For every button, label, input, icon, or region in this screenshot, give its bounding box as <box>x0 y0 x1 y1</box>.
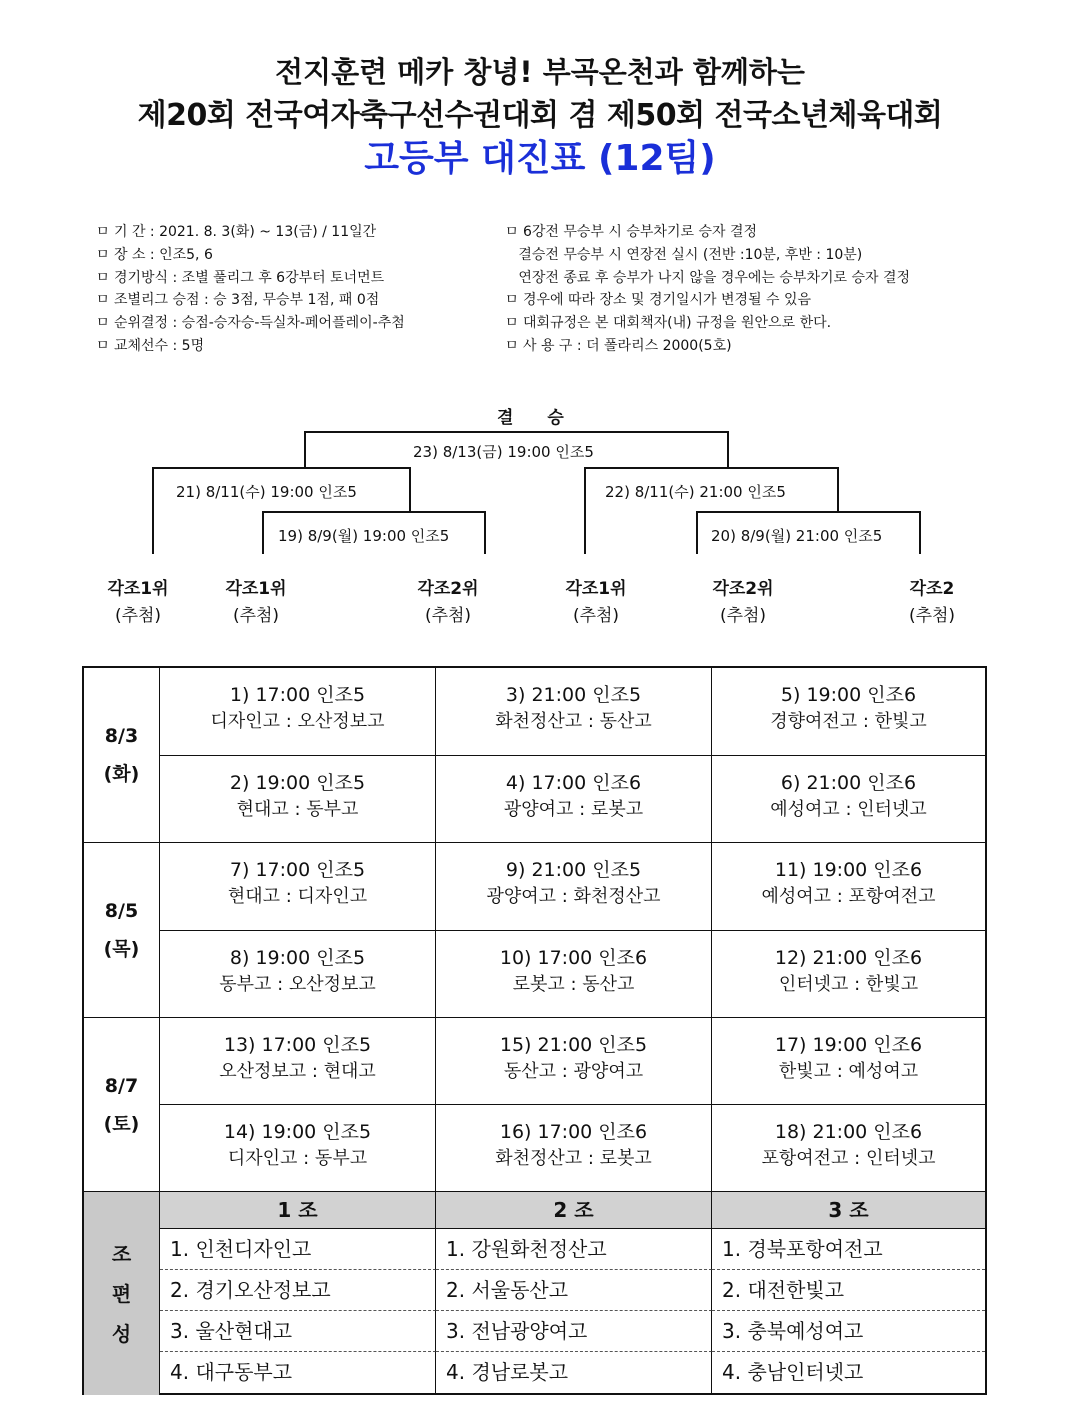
game-cell <box>160 756 436 843</box>
game-title: 3) 21:00 인조5 <box>505 684 642 706</box>
game-teams: 동산고 : 광양여고 <box>503 1061 644 1082</box>
game-title: 14) 19:00 인조5 <box>223 1121 372 1143</box>
game-cell <box>436 668 712 756</box>
info-item: ㅁ 6강전 무승부 시 승부차기로 승자 결정 <box>505 224 757 240</box>
info-item: ㅁ 대회규정은 본 대회책자(내) 규정을 원안으로 한다. <box>505 315 832 332</box>
seed-sub: (추첨) <box>232 606 280 626</box>
info-item: 연장전 종료 후 승부가 나지 않을 경우에는 승부차기로 승자 결정 <box>505 269 911 286</box>
game-title: 5) 19:00 인조6 <box>780 684 917 706</box>
seed-label: 각조2위 <box>712 579 774 599</box>
match-20-label: 20) 8/9(월) 21:00 인조5 <box>711 527 883 545</box>
seed-label: 각조1위 <box>225 579 287 599</box>
match-22-label: 22) 8/11(수) 21:00 인조5 <box>605 483 786 501</box>
game-title: 1) 17:00 인조5 <box>229 684 366 706</box>
seed-sub: (추첨) <box>719 606 767 626</box>
game-title: 15) 21:00 인조5 <box>499 1034 648 1056</box>
game-title: 12) 21:00 인조6 <box>774 947 923 969</box>
seed-slot <box>225 576 286 630</box>
game-title: 2) 19:00 인조5 <box>229 772 366 794</box>
game-teams: 광양여고 : 화천정산고 <box>486 886 661 907</box>
match-23-label: 23) 8/13(금) 19:00 인조5 <box>413 443 594 461</box>
seed-slot <box>107 576 168 630</box>
day-weekday: (화) <box>103 763 140 785</box>
game-cell <box>712 1018 985 1105</box>
team-cell: 4. 충남인터넷고 <box>722 1360 864 1384</box>
game-teams: 화천정산고 : 동산고 <box>495 711 652 732</box>
game-cell <box>160 668 436 756</box>
day-weekday: (목) <box>103 938 140 960</box>
final-label: 결 승 <box>497 408 578 428</box>
game-cell <box>712 668 985 756</box>
info-item: ㅁ 기 간 : 2021. 8. 3(화) ~ 13(금) / 11일간 <box>96 224 377 240</box>
day-date: 8/3 <box>104 725 139 747</box>
game-teams: 예성여고 : 인터넷고 <box>770 799 927 820</box>
day-cell <box>84 668 160 843</box>
team-cell: 4. 경남로봇고 <box>436 1352 712 1393</box>
title-line-3: 고등부 대진표 (12팀) <box>364 138 716 179</box>
game-cell <box>436 756 712 843</box>
group-side-label <box>84 1192 160 1395</box>
match-21-label: 21) 8/11(수) 19:00 인조5 <box>176 483 357 501</box>
team-cell: 2. 서울동산고 <box>436 1270 712 1311</box>
team-cell: 1. 강원화천정산고 <box>436 1229 712 1270</box>
game-teams: 경향여전고 : 한빛고 <box>770 711 927 732</box>
game-title: 9) 21:00 인조5 <box>505 859 642 881</box>
game-cell <box>712 931 985 1018</box>
info-item: ㅁ 장 소 : 인조5, 6 <box>96 246 213 263</box>
seed-label: 각조1위 <box>565 579 627 599</box>
game-cell <box>436 843 712 931</box>
game-teams: 오산정보고 : 현대고 <box>219 1061 376 1082</box>
game-title: 8) 19:00 인조5 <box>229 947 366 969</box>
seed-slot <box>712 576 773 630</box>
game-title: 13) 17:00 인조5 <box>223 1034 372 1056</box>
info-left <box>96 221 405 358</box>
title-line-2: 제20회 전국여자축구선수권대회 겸 제50회 전국소년체육대회 <box>137 98 943 133</box>
team-cell: 3. 충북예성여고 <box>712 1311 985 1352</box>
game-title: 4) 17:00 인조6 <box>505 772 642 794</box>
team-cell: 2. 대전한빛고 <box>712 1270 985 1311</box>
group-header: 2 조 <box>436 1192 712 1229</box>
day-date: 8/7 <box>104 1074 139 1097</box>
game-teams: 예성여고 : 포항여전고 <box>761 886 936 907</box>
game-teams: 광양여고 : 로봇고 <box>503 799 644 820</box>
game-teams: 한빛고 : 예성여고 <box>778 1061 919 1082</box>
game-cell <box>712 1105 985 1192</box>
seed-sub: (추첨) <box>424 606 472 626</box>
team-cell: 3. 전남광양여고 <box>436 1311 712 1352</box>
game-cell <box>160 1105 436 1192</box>
seed-sub: (추첨) <box>908 606 956 626</box>
seed-label: 각조2 <box>909 579 955 599</box>
game-title: 11) 19:00 인조6 <box>774 859 923 881</box>
game-title: 18) 21:00 인조6 <box>774 1121 923 1143</box>
seed-label: 각조1위 <box>107 579 169 599</box>
team-cell: 2. 경기오산정보고 <box>160 1270 436 1311</box>
title-line-1: 전지훈련 메카 창녕! 부곡온천과 함께하는 <box>275 55 805 89</box>
game-cell <box>436 1105 712 1192</box>
schedule-table <box>82 666 987 1395</box>
info-item: ㅁ 교체선수 : 5명 <box>96 337 205 354</box>
game-cell <box>160 1018 436 1105</box>
team-cell: 4. 대구동부고 <box>160 1352 436 1393</box>
info-item: ㅁ 조별리그 승점 : 승 3점, 무승부 1점, 패 0점 <box>96 292 380 309</box>
game-cell <box>160 843 436 931</box>
game-cell <box>436 1018 712 1105</box>
game-cell <box>160 931 436 1018</box>
info-item: ㅁ 사 용 구 : 더 폴라리스 2000(5호) <box>505 337 732 354</box>
info-item: ㅁ 경우에 따라 장소 및 경기일시가 변경될 수 있음 <box>505 292 812 309</box>
game-teams: 인터넷고 : 한빛고 <box>778 974 919 995</box>
group-header: 1 조 <box>160 1192 436 1229</box>
info-item: ㅁ 경기방식 : 조별 풀리그 후 6강부터 토너먼트 <box>96 269 385 286</box>
game-teams: 현대고 : 디자인고 <box>227 886 368 907</box>
group-side-char: 조 <box>111 1241 132 1266</box>
day-cell <box>84 1018 160 1192</box>
seed-sub: (추첨) <box>114 606 162 626</box>
game-teams: 디자인고 : 동부고 <box>227 1148 368 1169</box>
game-teams: 현대고 : 동부고 <box>236 799 359 820</box>
game-cell <box>712 756 985 843</box>
day-weekday: (토) <box>103 1112 140 1135</box>
day-date: 8/5 <box>104 900 139 922</box>
game-title: 16) 17:00 인조6 <box>499 1121 648 1143</box>
seed-label: 각조2위 <box>417 579 479 599</box>
game-title: 7) 17:00 인조5 <box>229 859 366 881</box>
seed-slot <box>909 576 955 630</box>
group-header: 3 조 <box>712 1192 985 1229</box>
team-cell: 1. 인천디자인고 <box>160 1229 436 1270</box>
group-side-char: 성 <box>111 1321 132 1346</box>
info-right <box>505 221 910 358</box>
info-item: 결승전 무승부 시 연장전 실시 (전반 :10분, 후반 : 10분) <box>505 246 863 263</box>
seed-sub: (추첨) <box>572 606 620 626</box>
day-cell <box>84 843 160 1018</box>
game-cell <box>712 843 985 931</box>
game-title: 10) 17:00 인조6 <box>499 947 648 969</box>
info-item: ㅁ 순위결정 : 승점-승자승-득실차-페어플레이-추첨 <box>96 315 405 332</box>
game-teams: 로봇고 : 동산고 <box>512 974 635 995</box>
seed-slot <box>417 576 478 630</box>
match-19-label: 19) 8/9(월) 19:00 인조5 <box>278 527 450 545</box>
game-cell <box>436 931 712 1018</box>
team-cell: 3. 울산현대고 <box>160 1311 436 1352</box>
game-teams: 포항여전고 : 인터넷고 <box>761 1148 936 1169</box>
seed-slot <box>565 576 626 630</box>
team-cell: 1. 경북포항여전고 <box>712 1229 985 1270</box>
game-teams: 디자인고 : 오산정보고 <box>210 711 385 732</box>
game-title: 6) 21:00 인조6 <box>780 772 917 794</box>
game-title: 17) 19:00 인조6 <box>774 1034 923 1056</box>
game-teams: 동부고 : 오산정보고 <box>219 974 376 995</box>
group-side-char: 편 <box>111 1281 132 1306</box>
game-teams: 화천정산고 : 로봇고 <box>495 1148 652 1169</box>
